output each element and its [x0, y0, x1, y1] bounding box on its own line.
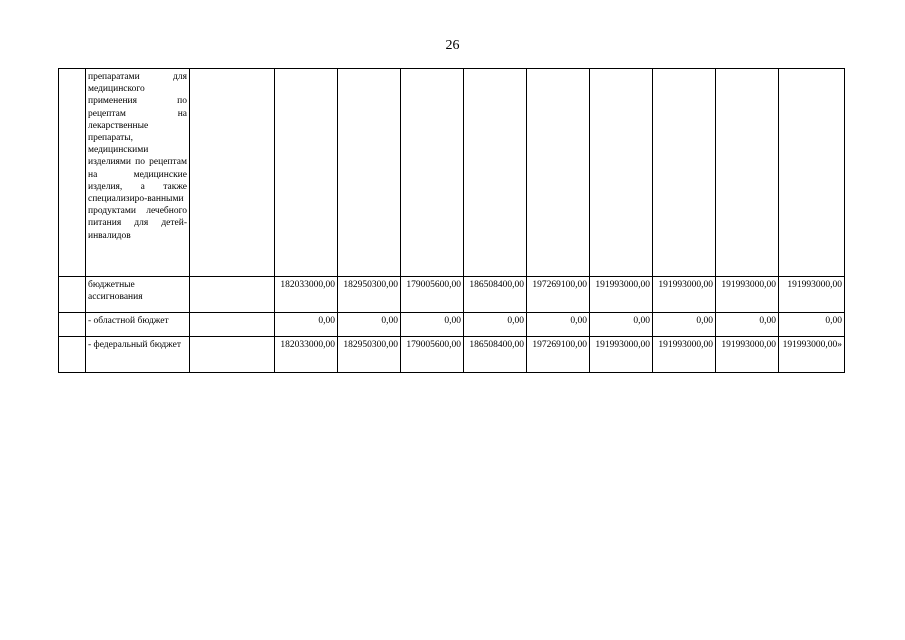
table-row [59, 337, 845, 373]
value-cell [464, 69, 527, 277]
value-cell: 191993000,00 [653, 337, 716, 373]
index-cell [59, 337, 86, 373]
value-cell [338, 69, 401, 277]
value-cell: 191993000,00 [590, 277, 653, 313]
value-cell: 0,00 [590, 313, 653, 337]
value-cell: 0,00 [779, 313, 845, 337]
row-label: препаратами для медицинского применения по рецептам на лекарственные препараты, медицинскими изделиями по рецептам на медицинские изделия, а также специализиро-ванными продуктами лечебного питания для детей-инвалидов [86, 69, 190, 277]
table-row [59, 313, 845, 337]
value-cell: 182950300,00 [338, 337, 401, 373]
table-row [59, 69, 845, 277]
budget-table [58, 68, 845, 373]
index-cell [59, 277, 86, 313]
empty-cell [190, 313, 275, 337]
value-cell: 191993000,00 [716, 337, 779, 373]
value-cell: 0,00 [653, 313, 716, 337]
value-cell: 191993000,00 [653, 277, 716, 313]
row-label: - федеральный бюджет [86, 337, 190, 373]
value-cell: 0,00 [527, 313, 590, 337]
value-cell: 0,00 [464, 313, 527, 337]
row-label: бюджетные ассигнования [86, 277, 190, 313]
value-cell [527, 69, 590, 277]
value-cell: 182950300,00 [338, 277, 401, 313]
table-row [59, 277, 845, 313]
value-cell: 179005600,00 [401, 337, 464, 373]
value-cell: 191993000,00 [716, 277, 779, 313]
page-number: 26 [445, 38, 460, 53]
value-cell: 182033000,00 [275, 337, 338, 373]
value-cell: 191993000,00» [779, 337, 845, 373]
empty-cell [190, 69, 275, 277]
value-cell: 0,00 [716, 313, 779, 337]
value-cell: 191993000,00 [779, 277, 845, 313]
value-cell [653, 69, 716, 277]
value-cell [716, 69, 779, 277]
value-cell: 191993000,00 [590, 337, 653, 373]
value-cell: 186508400,00 [464, 277, 527, 313]
value-cell: 197269100,00 [527, 277, 590, 313]
value-cell [779, 69, 845, 277]
value-cell: 0,00 [275, 313, 338, 337]
value-cell: 182033000,00 [275, 277, 338, 313]
value-cell [401, 69, 464, 277]
value-cell [590, 69, 653, 277]
value-cell: 197269100,00 [527, 337, 590, 373]
value-cell: 0,00 [401, 313, 464, 337]
value-cell: 0,00 [338, 313, 401, 337]
row-label: - областной бюджет [86, 313, 190, 337]
value-cell: 179005600,00 [401, 277, 464, 313]
index-cell [59, 69, 86, 277]
index-cell [59, 313, 86, 337]
empty-cell [190, 337, 275, 373]
value-cell: 186508400,00 [464, 337, 527, 373]
empty-cell [190, 277, 275, 313]
value-cell [275, 69, 338, 277]
